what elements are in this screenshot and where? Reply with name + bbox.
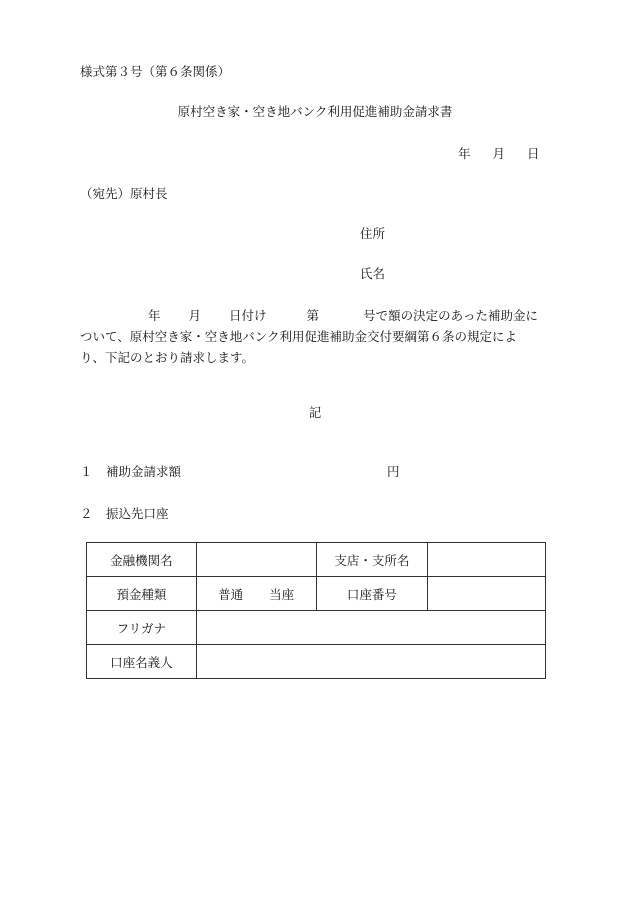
name-label: 氏名 — [360, 266, 386, 281]
institution-field[interactable] — [196, 543, 316, 577]
deposit-type-label: 預金種類 — [87, 577, 197, 611]
body-line1-rest: 号で額の決定のあった補助金に — [363, 308, 538, 323]
deposit-type-field[interactable] — [196, 577, 316, 611]
body-month: 月 — [188, 308, 202, 323]
ki-heading: 記 — [308, 405, 322, 420]
institution-label: 金融機関名 — [87, 543, 197, 577]
table-row — [87, 645, 546, 679]
body-line-3: り、下記のとおり請求します。 — [80, 350, 255, 365]
bank-account-table — [86, 542, 546, 679]
date-year: 年 — [458, 146, 471, 161]
date-line — [458, 146, 540, 162]
body-date-suffix: 日付け — [229, 308, 267, 323]
address-label: 住所 — [360, 226, 386, 241]
body-number-prefix: 第 — [306, 308, 320, 323]
item2-label: 振込先口座 — [106, 506, 169, 521]
date-month: 月 — [492, 146, 506, 161]
branch-field[interactable] — [428, 543, 546, 577]
table-row — [87, 543, 546, 577]
item1-unit: 円 — [387, 464, 400, 479]
item1-number: １ — [80, 464, 93, 479]
account-holder-label: 口座名義人 — [87, 645, 197, 679]
document-title: 原村空き家・空き地バンク利用促進補助金請求書 — [177, 104, 453, 119]
item-claim-amount — [80, 464, 181, 480]
branch-label: 支店・支所名 — [316, 543, 428, 577]
account-holder-field[interactable] — [196, 645, 545, 679]
item-transfer-account — [80, 506, 169, 522]
addressee: （宛先）原村長 — [80, 186, 168, 201]
body-paragraph — [80, 305, 550, 368]
account-number-field[interactable] — [428, 577, 546, 611]
body-line-1 — [80, 305, 550, 326]
account-number-label: 口座番号 — [316, 577, 428, 611]
table-row — [87, 611, 546, 645]
furigana-label: フリガナ — [87, 611, 197, 645]
body-line-2: ついて、原村空き家・空き地バンク利用促進補助金交付要綱第６条の規定によ — [80, 329, 518, 344]
deposit-type-ordinary[interactable]: 普通 — [218, 586, 244, 602]
furigana-field[interactable] — [196, 611, 545, 645]
table-row — [87, 577, 546, 611]
item1-label: 補助金請求額 — [106, 464, 182, 479]
form-number: 様式第３号（第６条関係） — [80, 64, 231, 79]
item2-number: ２ — [80, 506, 93, 521]
deposit-type-current[interactable]: 当座 — [269, 586, 295, 602]
date-day: 日 — [527, 146, 540, 161]
body-year: 年 — [148, 308, 161, 323]
